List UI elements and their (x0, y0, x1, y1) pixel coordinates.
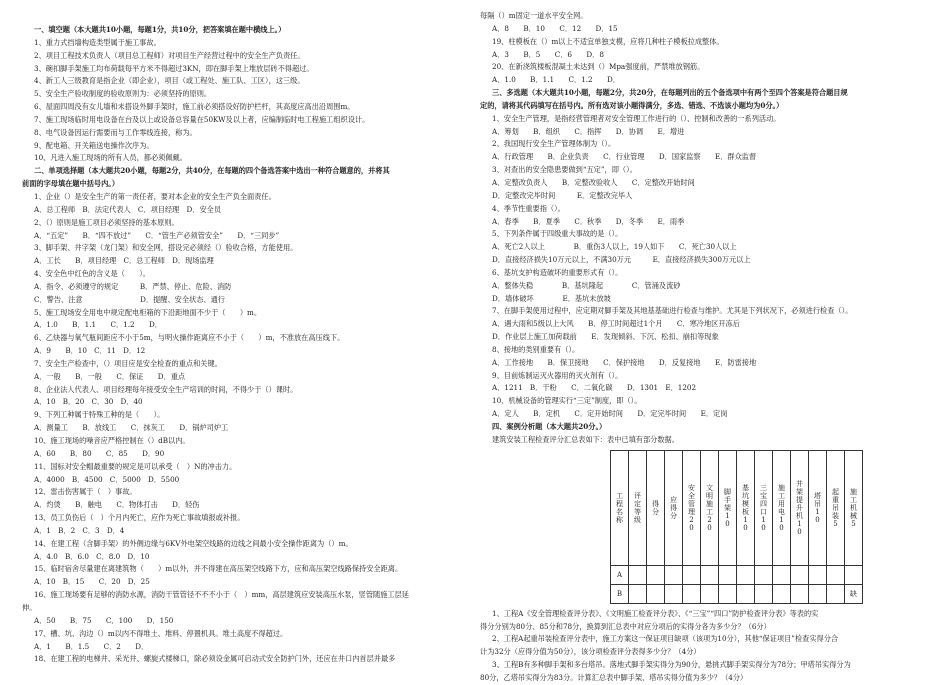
section-heading: 前面的字母填在题中括号内。） (22, 179, 120, 189)
table-header-cell (737, 450, 755, 565)
text-line: A．3 B．5 C．6 D．8 (492, 49, 604, 59)
text-line: 8、接地的类别重要有（）。 (492, 344, 580, 354)
text-line: A．60 B．80 C．85 D．90 (34, 448, 165, 458)
text-line: A．“五定” B．“四不放过” C．“管生产必须管安全” D．“三同步” (34, 230, 280, 240)
table-header-cell (665, 450, 683, 565)
text-line: 5、安全生产验收制度的验收原则为：必须坚持的原则。 (34, 89, 212, 99)
text-line: 每隔（）m固定一道水平安全网。 (480, 11, 588, 20)
text-line: A．定整改负责人 B．定整改验收人 C．定整改开始时间 (492, 177, 695, 187)
text-line: A．遇大雨和5级以上大风 B．停工时间超过1个月 C．寒冷地区开冻后 (492, 319, 740, 329)
header-label: 塔吊10 (814, 491, 821, 524)
section-heading: 二、单项选择题（本大题共20小题，每题2分，共40分，在每题的四个备选答案中选出一种符合题意的，并将其 (34, 166, 390, 176)
table-header-cell (791, 450, 809, 565)
text-line: A．指令、必须遵守的规定 B．严禁、停止、危险、消防 (34, 281, 232, 291)
text-line: 10、凡进入施工现场的所有人员，都必须佩戴。 (34, 153, 187, 163)
score-cell (719, 565, 737, 584)
header-label: 安全管理20 (688, 483, 695, 532)
score-cell (737, 565, 755, 584)
text-line: A．4000 B．4500 C．5000 D．5500 (34, 474, 180, 484)
text-line: D．直接经济损失10万元以上，不满30万元 E．直接经济损失300万元以上 (492, 255, 751, 265)
score-cell (737, 584, 755, 603)
text-line: 9、目前炼制运灭火器用的灭火剂有（）。 (492, 370, 623, 380)
text-line: 7、施工现场临时用电设备在台及以上或设备总容量在50KW及以上者，应编制临时电工程施工组织设计。 (34, 114, 370, 124)
score-cell (629, 584, 647, 603)
text-line: 10、施工现场的噪音应严格控制在（）dB以内。 (34, 436, 190, 445)
text-line: 17、槽、坑、沟边（）m以内不得堆土、堆料、停置机具。堆土高度不得超过。 (34, 628, 288, 638)
table-header-cell (827, 450, 845, 565)
score-cell (755, 565, 773, 584)
text-line: A．1 B．2 C．3 D．4 (34, 525, 125, 535)
header-label: 基坑模板10 (742, 483, 749, 532)
text-line: A．8 B．10 C．12 D．15 (492, 23, 618, 33)
text-line: A．定人 B．定机 C．定开始时间 D．定完毕时间 E．定岗 (492, 409, 728, 419)
text-line: 1、工程A《安全管理检查评分表》、《文明施工检查评分表》、《“三宝”“四口”防护检查评分表》等表的实 (492, 608, 819, 618)
table-header-cell (755, 450, 773, 565)
text-line: A．4.0 B．6.0 C．8.0 D．10 (34, 551, 150, 561)
text-line: 5、施工现场安全用电中规定配电柜箱的下沿距地面不少于（ ）m。 (34, 307, 262, 317)
text-line: 18、在建工程的电梯井、采光井、螺旋式楼梯口，除必须设金属可启动式安全防护门外，还应在井口内首层并最多 (34, 654, 396, 664)
text-line: 建筑安装工程检查评分汇总表如下：表中已填有部分数据。 (492, 434, 679, 444)
text-line: A．工长 B．项目经理 C．总工程师 D．现场监理 (34, 256, 214, 266)
table-header-cell (719, 450, 737, 565)
text-line: A．10 B．15 C．20 D．25 (34, 577, 150, 587)
text-line: 13、员工负伤后（ ）个月内死亡，应作为死亡事故填报或补报。 (34, 513, 245, 523)
table-header-row (611, 450, 863, 565)
header-label: 井架提升机10 (796, 479, 803, 536)
header-label: 施工用电10 (778, 483, 785, 532)
score-cell (827, 565, 845, 584)
score-cell (665, 584, 683, 603)
section-heading: 三、多选题（本大题共10小题，每题2分，共20分，在每题列出的五个备选项中有两个至四个答案是符合题目规 (492, 88, 848, 98)
text-line: 12、雷击伤害属于（ ）事故。 (34, 487, 137, 497)
table-header-cell (809, 450, 827, 565)
text-line: 3、脚手架、井字架（龙门架）和安全网，搭设完必须经（）验收合格，方能使用。 (34, 243, 298, 253)
text-line: A．测量工 B．放线工 C．抹灰工 D．锅炉司炉工 (34, 423, 229, 433)
text-line: 4、安全色中红色的含义是（ ）。 (34, 269, 150, 279)
text-line: A．10 B．20 C．30 D．40 (34, 397, 143, 407)
text-line: 1、安全生产管理，是指经营管理者对安全管理工作进行的（）、控制和改善的一系列活动。 (492, 113, 781, 123)
text-line: 计为32分（应得分值为50分），该分项检查评分表得多少分？（4分） (480, 647, 701, 657)
score-cell (773, 584, 791, 603)
text-line: A．死亡2人以上 B．重伤3人以上，19人如下 C．死亡30人以上 (492, 242, 737, 252)
score-cell (845, 565, 863, 584)
text-line: A．整体失稳 B．基坑隆起 C．管涌及流砂 (492, 280, 681, 290)
text-line: 3、碗扣脚手架施工均布荷载每平方米不得超过3KN，即在脚手架上堆放层砖不得超过。 (34, 63, 314, 73)
text-line: 20、在新浇筑楼板混凝土未达到（）Mpa强度前，严禁堆放钢筋。 (492, 62, 705, 72)
table-header-cell (773, 450, 791, 565)
text-line: 2、（）原则是施工项目必须坚持的基本原则。 (34, 217, 179, 227)
text-line: 6、屋面四周没有女儿墙和未搭设外脚手架时，施工前必须搭设好防护栏杆，其高度应高出沿周围m。 (34, 102, 355, 112)
header-label: 三宝四口10 (760, 483, 767, 532)
text-line: D．作业层上施工加荷载前 E．发现倾斜、下沉、松扣、崩扣等现象 (492, 332, 719, 342)
table-row (611, 584, 863, 603)
table-row (611, 565, 863, 584)
table-header-cell (611, 450, 629, 565)
text-line: 4、新工人三级教育是指企业（即企业），项目（或工程处、施工队、工区），这三级。 (34, 76, 305, 86)
table-header-cell (683, 450, 701, 565)
text-line: 14、在建工程（含脚手架）的外侧边缘与6KV外电架空线路的边线之间最小安全操作距离为（）m。 (34, 538, 353, 548)
text-line: A．1211 B．干粉 C．二氧化碳 D．1301 E．1202 (492, 383, 697, 393)
score-cell (773, 565, 791, 584)
score-cell (791, 584, 809, 603)
text-line: 6、乙炔器与氧气瓶间距应不小于5m，与明火操作距离应不小于（ ）m，不准放在高压线下。 (34, 333, 345, 343)
score-cell (701, 565, 719, 584)
text-line: A．行政管理 B．企业负责 C．行业管理 D．国家监察 E．群众监督 (492, 152, 757, 162)
score-cell (791, 565, 809, 584)
text-line: 得分分别为80分、85分和78分，换算到汇总表中对应分项后的实得分各为多少分？（6分） (480, 621, 771, 631)
text-line: 2、工程A起重吊装检查评分表中，施工方案这一保证项目缺项（该项为10分），其他“保证项目”检查实得分合 (492, 634, 839, 644)
right-column-bottom (480, 608, 930, 685)
right-column-top (480, 10, 930, 447)
score-cell (683, 584, 701, 603)
text-line: 7、安全生产检查中，（）项目应是安全检查的重点和关键。 (34, 358, 222, 368)
score-cell (809, 565, 827, 584)
table-header-cell (845, 450, 863, 565)
project-name-cell: B (611, 584, 629, 603)
text-line: 伸。 (22, 602, 37, 612)
score-cell (809, 584, 827, 603)
text-line: 8、电气设备因运行需要而与工作零线连接，称为。 (34, 127, 197, 137)
score-cell (665, 565, 683, 584)
text-line: 9、配电箱、开关箱送电操作次序为。 (34, 140, 154, 150)
score-cell (701, 584, 719, 603)
score-cell (827, 584, 845, 603)
table-header-cell (647, 450, 665, 565)
text-line: 3、对查出的安全隐患要做到“五定”，即（）。 (492, 165, 637, 175)
text-line: A．筹划 B．组织 C．指挥 D．协调 E．增进 (492, 126, 685, 136)
text-line: A．春季 B．夏季 C．秋季 D．冬季 E．雨季 (492, 216, 685, 226)
text-line: A．总工程师 B．法定代表人 C．项目经理 D．安全员 (34, 204, 222, 214)
table-header-cell (629, 450, 647, 565)
text-line: 3、工程B有多种脚手架和多台塔吊。落地式脚手架实得分为90分，悬挑式脚手架实得分为78分；甲塔吊实得分为 (492, 660, 851, 670)
score-cell (629, 565, 647, 584)
score-cell: 缺 (845, 584, 863, 603)
header-label: 得分 (652, 499, 659, 516)
text-line: 4、季节性重要指（）。 (492, 203, 565, 213)
right-column (480, 10, 930, 685)
text-line: A．1 B．1.5 C．2 D． (34, 641, 149, 651)
table-header-cell (701, 450, 719, 565)
score-cell (683, 565, 701, 584)
text-line: 8、企业法人代表人、项目经理每年接受安全生产培训的时间，不得少于（）课时。 (34, 384, 298, 394)
text-line: A．工作接地 B．保卫接地 C．保护接地 D．反复接地 E．防雷接地 (492, 357, 757, 367)
score-cell (647, 584, 665, 603)
text-line: 5、下列条件属于四级重大事故的是（）。 (492, 229, 623, 239)
text-line: 15、临时宿舍尽量建在离建筑物（ ）m以外，并不得建在高压架空线路下方，应和高压架空线路保持安全距离。 (34, 564, 403, 574)
text-line: 11、国标对安全帽最重要的规定是可以承受（ ）N的冲击力。 (34, 461, 237, 471)
score-summary-table (610, 450, 863, 604)
text-line: A．9 B．10 C．11 D．12 (34, 346, 146, 356)
score-cell (647, 565, 665, 584)
section-heading: 定的，请将其代码填写在括号内。所有选对该小题得满分，多选、错选、不选该小题均为0分。） (480, 100, 784, 110)
score-cell (719, 584, 737, 603)
left-column (22, 24, 470, 666)
section-heading: 一、填空题（本大题共10小题，每题1分，共10分，把答案填在题中横线上。） (34, 25, 286, 34)
text-line: 1、重力式挡墙构造类型属于施工事故。 (34, 37, 161, 47)
header-label: 工程名称 (616, 491, 623, 524)
text-line: C．警告、注意 D．提醒、安全状态、通行 (34, 294, 225, 304)
header-label: 脚手架10 (724, 487, 731, 528)
header-label: 文明施工20 (706, 483, 713, 532)
text-line: A．1.0 B．1.1 C．1.2 D． (34, 320, 162, 330)
text-line: A．50 B．75 C．100 D．150 (34, 615, 174, 625)
text-line: A．灼烫 B．触电 C．物体打击 D．轻伤 (34, 500, 200, 510)
text-line: 1、企业（）是安全生产的第一责任者，要对本企业的安全生产负全面责任。 (34, 191, 276, 201)
header-label: 施工机械5 (850, 487, 857, 528)
header-label: 起重吊装5 (832, 487, 839, 528)
text-line: 2、我国现行安全生产管理体制为（）。 (492, 139, 616, 149)
text-line: A．1.0 B．1.1 C．1.2 D． (492, 75, 620, 85)
text-line: 80分，乙塔吊实得分为83分。计算汇总表中脚手架、塔吊实得分值为多少？（4分） (480, 672, 748, 682)
project-name-cell: A (611, 565, 629, 584)
text-line: D．定整改完毕时间 E．定整改完毕人 (492, 190, 633, 200)
text-line: A．一般 B．一般 C．保证 D．重点 (34, 371, 186, 381)
text-line: 7、在脚手架使用过程中，应定期对脚手架及其地基基础进行检查与维护。尤其是下列状况下，必须进行检查（）。 (492, 306, 853, 316)
text-line: 16、施工现场要有足够的消防水源，消防干管管径不不不小于（ ）mm，高层建筑应安装高压水泵，竖管随施工层延 (34, 590, 409, 600)
text-line: 2、项目工程技术负责人（项目总工程师）对项目生产经营过程中的安全生产负责任。 (34, 50, 305, 60)
text-line: 19、柱模板在（）m以上不适宜单独支模，应将几种柱子模板拉成整体。 (492, 36, 724, 46)
header-label: 应得分 (670, 495, 677, 520)
text-line: 6、基坑支护构造破坏的重要形式有（）。 (492, 267, 623, 277)
section-heading: 四、案例分析题（本大题共20分。） (492, 422, 607, 431)
score-cell (755, 584, 773, 603)
text-line: 10、机械设备的管理实行“三定”制度，即（）。 (492, 396, 642, 406)
header-label: 评定等级 (634, 491, 641, 524)
text-line: 9、下列工种属于特殊工种的是（ ）。 (34, 410, 165, 420)
text-line: D．墙体破坏 E．基坑未放坡 (492, 293, 611, 303)
